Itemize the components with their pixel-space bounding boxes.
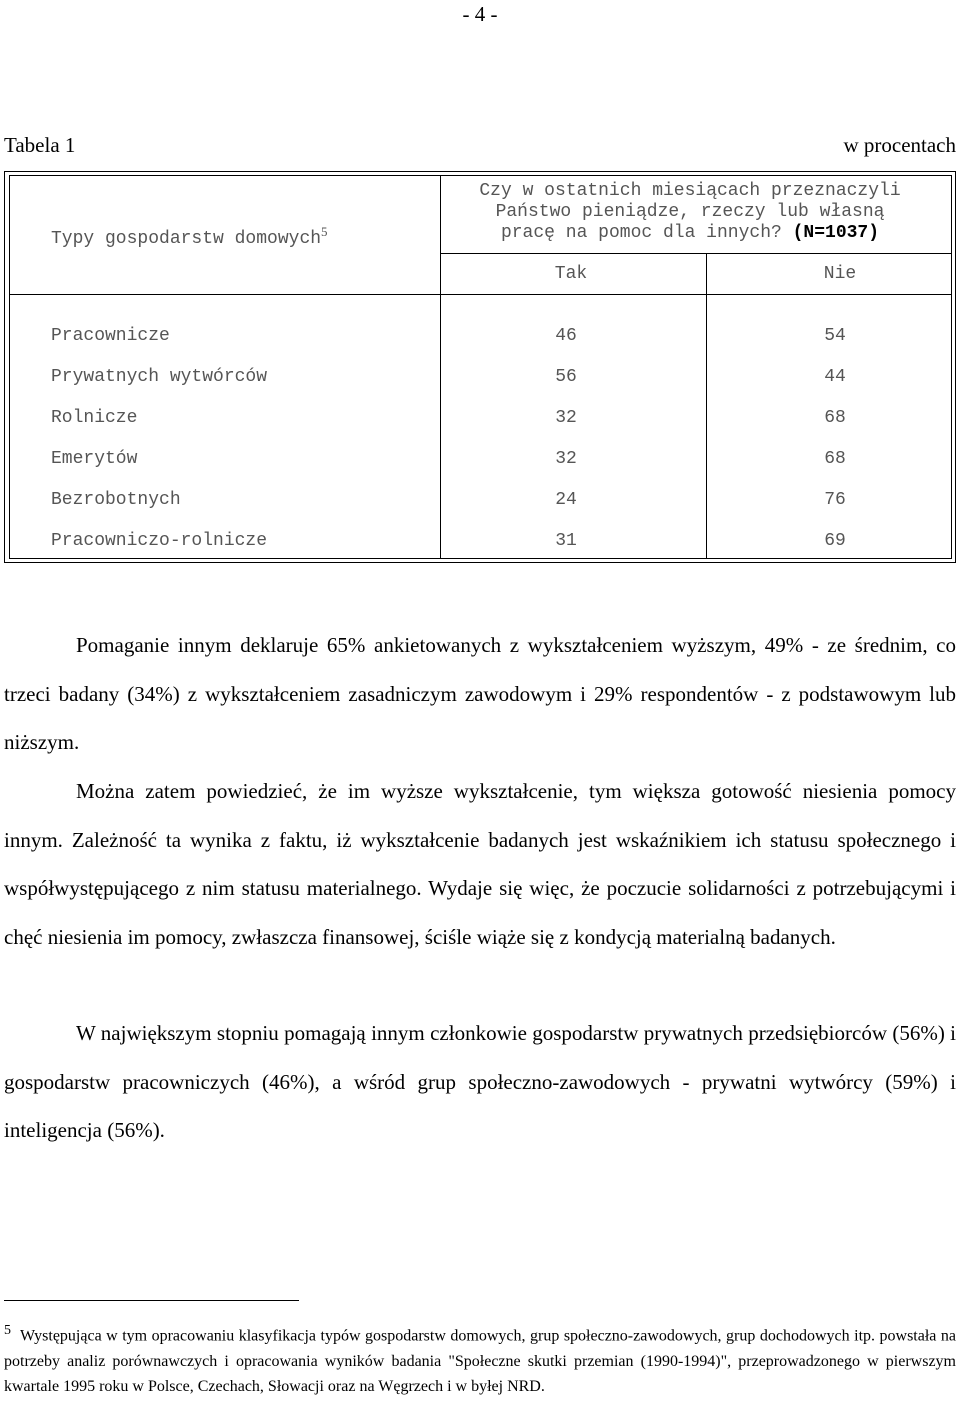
body-paragraph	[4, 621, 956, 767]
value-yes: 24	[555, 490, 577, 510]
value-no: 69	[824, 531, 846, 551]
question-header	[440, 181, 940, 244]
row-label: Prywatnych wytwórców	[51, 367, 268, 387]
row-label: Rolnicze	[51, 408, 138, 428]
question-line: Państwo pieniądze, rzeczy lub własną	[495, 202, 885, 222]
row-header-text: Typy gospodarstw domowych	[51, 229, 322, 249]
row-label: Bezrobotnych	[51, 490, 181, 510]
value-yes: 32	[555, 449, 577, 469]
row-header-cell	[51, 224, 328, 249]
row-label: Emerytów	[51, 449, 138, 469]
column-header-yes: Tak	[554, 264, 588, 284]
value-no: 54	[824, 326, 846, 346]
table-header-divider	[9, 294, 952, 295]
row-label: Pracowniczo-rolnicze	[51, 531, 268, 551]
value-no: 68	[824, 449, 846, 469]
footnote-text: Występująca w tym opracowaniu klasyfikacja typów gospodarstw domowych, grup społeczno-zawodowych, grup dochodowych itp. powstała na potrzeby analiz porównawczych i opracowania wyników badania "Społeczne skutki przemian (1990-1994)", przeprowadzonego w pierwszym kwartale 1995 roku w Polsce, Czechach, Słowacji oraz na Węgrzech i w byłej NRD.	[4, 1327, 956, 1395]
value-no: 76	[824, 490, 846, 510]
value-yes: 56	[555, 367, 577, 387]
body-paragraph	[4, 1009, 956, 1155]
table-header-divider	[440, 253, 952, 254]
value-yes: 31	[555, 531, 577, 551]
table-unit: w procentach	[843, 133, 956, 157]
column-header-no: Nie	[823, 264, 857, 284]
table-column-divider	[706, 253, 707, 559]
paragraph-text: Można zatem powiedzieć, że im wyższe wykształcenie, tym większa gotowość niesienia pomocy innym. Zależność ta wynika z faktu, iż wykształcenie badanych jest wskaźnikiem ich statusu społecznego i współwystępującego z nim statusu materialnego. Wydaje się więc, że poczucie solidarności z potrzebującymi i chęć niesienia im pomocy, zwłaszcza finansowej, ściśle wiąże się z kondycją materialną badanych.	[4, 779, 956, 949]
row-header-footnote-ref: 5	[321, 224, 328, 239]
value-no: 68	[824, 408, 846, 428]
footnote-marker: 5	[4, 1323, 11, 1338]
body-paragraph	[4, 767, 956, 961]
footnote	[4, 1318, 956, 1399]
page-number: - 4 -	[462, 2, 498, 26]
question-line-text: pracę na pomoc dla innych?	[500, 223, 782, 243]
paragraph-text: W największym stopniu pomagają innym członkowie gospodarstw prywatnych przedsiębiorców (56%) i gospodarstw pracowniczych (46%), a wśród grup społeczno-zawodowych - prywatni wytwórcy (59%) i inteligencja (56%).	[4, 1021, 956, 1142]
value-no: 44	[824, 367, 846, 387]
value-yes: 32	[555, 408, 577, 428]
row-label: Pracownicze	[51, 326, 170, 346]
question-line	[440, 223, 940, 244]
value-yes: 46	[555, 326, 577, 346]
question-line: Czy w ostatnich miesiącach przeznaczyli	[479, 181, 901, 201]
sample-size: (N=1037)	[792, 223, 880, 243]
paragraph-text: Pomaganie innym deklaruje 65% ankietowanych z wykształceniem wyższym, 49% - ze średnim, co trzeci badany (34%) z wykształceniem zasadniczym zawodowym i 29% respondentów - z podstawowym lub niższym.	[4, 633, 956, 754]
table-label: Tabela 1	[4, 133, 76, 157]
footnote-separator	[4, 1300, 299, 1301]
